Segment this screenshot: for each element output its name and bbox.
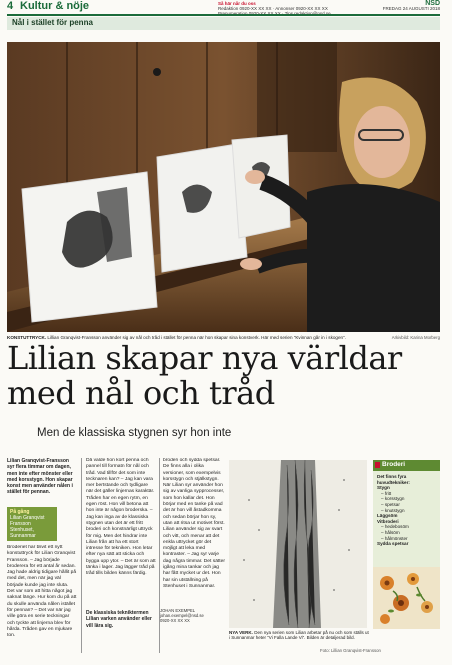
section-title: Kultur & nöje [20, 0, 90, 12]
issue-date: FREDAG 24 AUGUSTI 2018 [382, 6, 440, 11]
sidebar-header [373, 460, 440, 471]
sidebar-group-heading: Stygn [377, 485, 390, 491]
subheadline: Men de klassiska stygnen syr hon inte [37, 427, 232, 439]
header-rule [7, 14, 440, 16]
column-divider [81, 458, 82, 653]
body-text: Då valde hon kort penna och pannel till formatn för nål och tråd. Vad tillför det som inte tecknaren kan? – Jag kan vara mer bertstande och tydligare när det gäller linjernas karaktär. Tråden har en egen rytm, en egen röst. Hon vill betona att hon inte är någon broderska. – Jag kan inga av de klassiska stygnen utan det är ett fritt broderi och konstnärligt uttryck för mig. Men det hindrar inte Lilian från att ha ett stort intresse för tekniken. Hon letar efter nya sätt att sticka och bygga upp ytor. – Det är som att tänka i lager. Jag lägger tråd på tråd tills bilden känns färdig. [86, 458, 156, 577]
headline: Lilian skapar nya världar med nål och tråd [7, 339, 402, 412]
embroidered-flowers-illustration [373, 567, 440, 629]
kicker-band [7, 17, 440, 30]
bullet-icon [375, 462, 380, 468]
sidebar-item: – fritt [381, 490, 392, 496]
contact-heading: Så här når du oss [218, 1, 256, 6]
sidebar-item: – hålmönster [381, 535, 408, 541]
sidebar-group-heading: Läggsöm [377, 513, 398, 519]
newspaper-logo: NSD [425, 0, 440, 7]
sidebar-item: – korsstygn [381, 496, 405, 502]
body-text: Broderiet har blivit ett nytt konstuttryck för Lilian Granqvist Fransson. – Jag började broderera för ett antal år sedan. Jag hade aldrig tidigare hållit på med det, men när jag väl började kunde jag inte sluta. Det var som att hitta något jag saknat länge. Hur kom du på att du skulle använda nålen istället för pennan? – Det var när jag ville göra en serie teckningar och tyckte att linjerna blev för hårda. Tråden gav en mjukare ton. [7, 545, 77, 639]
article-column-2-sub [86, 610, 156, 655]
artwork-1 [22, 172, 157, 322]
body-text: broderi och sydda spetsar. De finns alla i olika versioner, som exempelvis korsstygn och stjälkstygn. När Lilian syr använder hon sig av vanliga sypprocesser, som hon kallar det. Hon börjar med en tanke på vad det är hon vill åstadkomma och sedan börjar hon sy, utan att ritsa ut motivet först. Lilian använder sig av svart och vitt, och menar att det enkla uttrycket gör det möjligt att leka med kontraster. – Jag syr varje dag några timmar. Det sätter igång mina tankar och jag har fått mycket ur det. Hon har sin utställning på Stenhuset i Sunnanmar. [163, 458, 225, 589]
artwork-photo [229, 460, 367, 628]
factbox-line: Sunnanmar [10, 533, 36, 539]
lead-paragraph: Lilian Granqvist-Fransson syr flera timmar om dagen, men inte efter mönster eller med korsstygn. Hon skapar konst men använder nålen i stället för pennan. [7, 458, 73, 496]
sidebar-item: – hedebosöm [381, 524, 409, 530]
event-factbox [7, 507, 57, 541]
contact-line: Redaktion 0920-XX XX XX · Annonser 0920-XX XX XX [218, 6, 328, 11]
photo-credit: Arkivbild: Karina Morberg [391, 335, 440, 340]
main-photo [7, 42, 440, 332]
column-divider [159, 458, 160, 653]
page-number: 4 [7, 0, 14, 12]
caption-lead: KONSTUTTRYCK. [7, 335, 47, 340]
factbox-line: Fransson [10, 521, 31, 527]
artwork-caption-text: Den nya serien som Lilian arbetar på nu och som ställs ut i Sunnanmar heter ”Vi Falla Lande Vi”. Bilden är detaljerad bild. [229, 630, 369, 641]
factbox-line: Lilian Granqvist [10, 515, 45, 521]
sidebar-factbox [373, 471, 440, 567]
kicker-text: Nål i stället för penna [12, 18, 93, 27]
sidebar-group-heading: Vitbroderi [377, 518, 399, 524]
article-column-3 [163, 458, 225, 603]
factbox-title: På gång [10, 509, 30, 515]
artwork-caption-lead: NYA VERK. [229, 630, 253, 635]
tree-artwork-illustration [229, 460, 367, 628]
artwork-credit: Foto: Lillian Granqvist-Fransson [320, 648, 381, 653]
byline: JOHAN EXEMPEL johan.exempel@nsd.se 0920-XX XX XX [160, 608, 204, 623]
article-column-1 [7, 545, 77, 655]
caption-text: Lillian Granqvist-Fransson använder sig av nål och tråd i stället för penna när hon skapar sina konstverk. Här med serien ”Kvinnan går in i skogen”. [46, 335, 346, 340]
body-subhead: De klassiska tekniktermen Lilian varken använder eller vill lära sig. [86, 610, 152, 629]
article-column-2 [86, 458, 156, 608]
sidebar-intro: Det finns fyra huvudtekniker: [377, 474, 410, 485]
embroidery-photo [373, 567, 440, 629]
artwork-caption [229, 630, 369, 641]
sidebar-item: – hålsöm [381, 529, 400, 535]
sidebar-group-heading: Sydda spetsar [377, 541, 409, 547]
artist-with-artworks-illustration [7, 42, 440, 332]
sidebar-item: – knutstygn [381, 507, 405, 513]
article-lead [7, 458, 77, 506]
sidebar-item: – spetsar [381, 501, 400, 507]
sidebar-title: Broderi [382, 461, 406, 468]
factbox-line: Stenhuset, [10, 527, 34, 533]
